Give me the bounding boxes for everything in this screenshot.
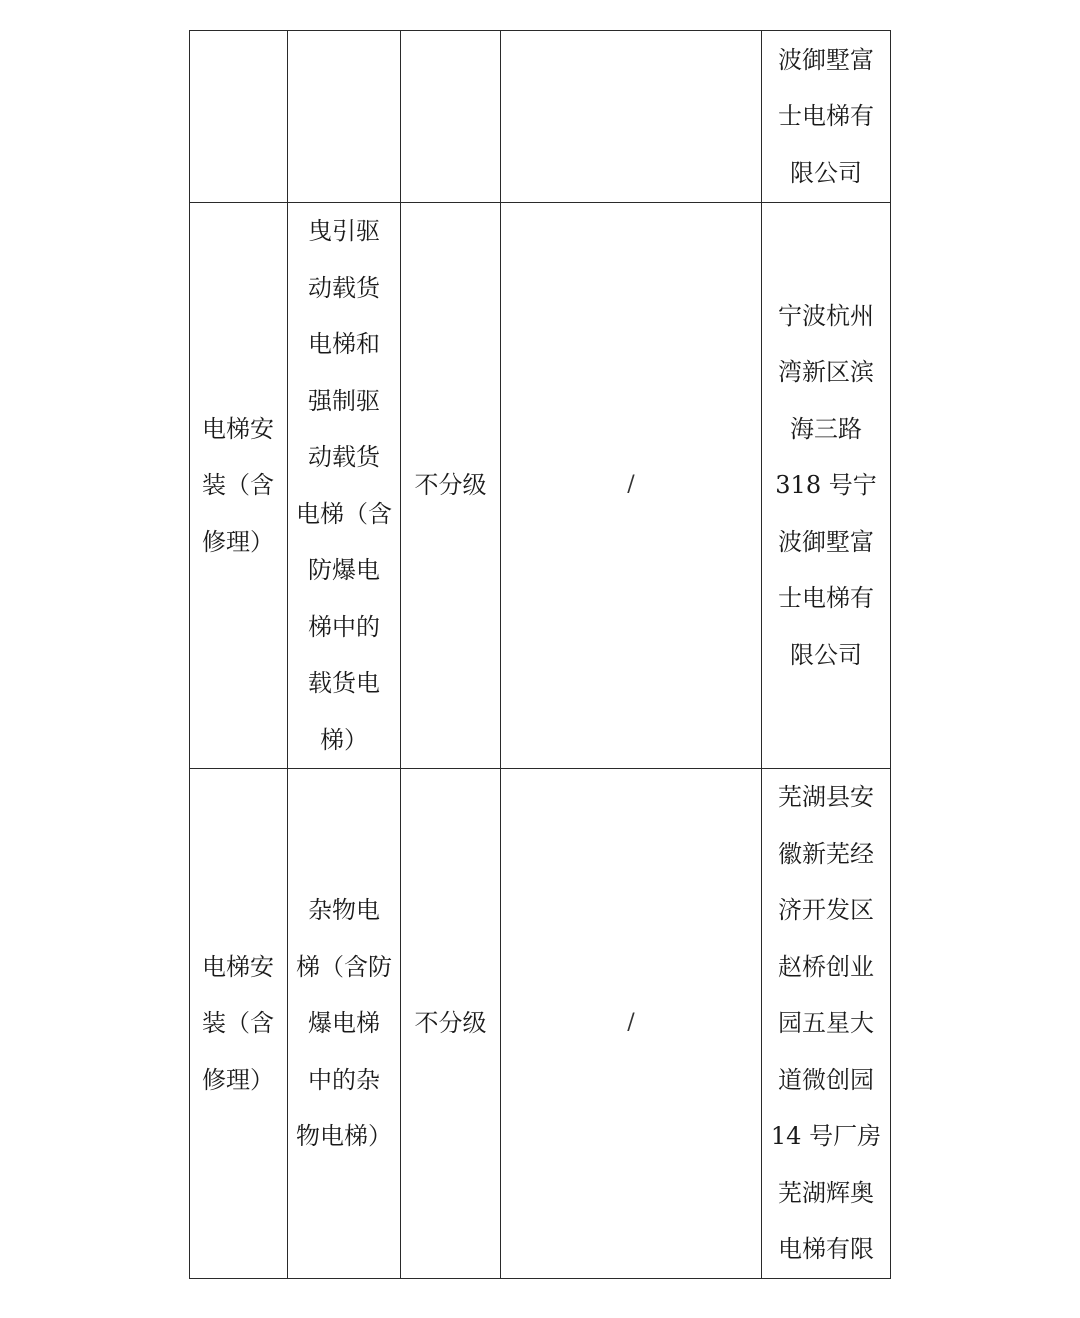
type-line: 电梯安 — [202, 952, 274, 981]
item-cell — [288, 769, 401, 1279]
table-row — [190, 769, 891, 1279]
address-line: 限公司 — [790, 640, 862, 669]
address-line: 士电梯有 — [778, 102, 874, 131]
level-cell: 不分级 — [401, 203, 501, 769]
address-cell — [762, 31, 891, 203]
item-line: 动载货 — [308, 443, 380, 471]
address-line: 波御墅富 — [778, 527, 874, 556]
address-line: 赵桥创业 — [778, 952, 874, 981]
type-line: 电梯安 — [202, 414, 274, 443]
address-line: 芜湖辉奥 — [778, 1178, 874, 1207]
level-cell: 不分级 — [401, 769, 501, 1279]
item-line: 梯（含防 — [296, 952, 392, 981]
item-line: 电梯（含 — [296, 499, 392, 528]
address-line: 限公司 — [790, 158, 862, 187]
address-line: 14 号厂房 — [770, 1122, 882, 1151]
type-line: 装（含 — [202, 471, 274, 500]
item-line: 电梯和 — [308, 330, 380, 358]
address-line: 海三路 — [790, 414, 862, 443]
item-line: 梯中的 — [308, 612, 380, 641]
address-line: 济开发区 — [778, 896, 874, 925]
item-line: 杂物电 — [308, 896, 380, 925]
param-cell — [501, 31, 762, 203]
item-line: 防爆电 — [308, 556, 380, 584]
license-scope-table — [189, 30, 891, 1279]
address-line: 道微创园 — [778, 1065, 874, 1094]
address-line: 波御墅富 — [778, 45, 874, 74]
address-line: 电梯有限 — [778, 1235, 874, 1264]
param-cell: / — [501, 203, 762, 769]
address-line: 园五星大 — [778, 1009, 874, 1038]
address-cell — [762, 203, 891, 769]
address-line: 徽新芜经 — [778, 839, 874, 868]
item-line: 强制驱 — [308, 386, 380, 415]
type-cell — [190, 203, 288, 769]
table-row — [190, 31, 891, 203]
address-line: 318 号宁 — [775, 471, 877, 500]
item-line: 梯） — [320, 725, 368, 754]
type-line: 修理） — [202, 527, 274, 556]
item-cell — [288, 31, 401, 203]
type-cell — [190, 31, 288, 203]
address-line: 湾新区滨 — [778, 358, 874, 387]
address-line: 士电梯有 — [778, 584, 874, 613]
item-line: 曳引驱 — [308, 217, 380, 245]
item-line: 动载货 — [308, 273, 380, 302]
item-line: 载货电 — [308, 669, 380, 697]
param-cell: / — [501, 769, 762, 1279]
type-cell — [190, 769, 288, 1279]
item-line: 中的杂 — [308, 1065, 380, 1094]
item-line: 物电梯） — [296, 1122, 392, 1151]
level-cell — [401, 31, 501, 203]
item-line: 爆电梯 — [308, 1009, 380, 1038]
address-line: 芜湖县安 — [778, 783, 874, 812]
item-cell — [288, 203, 401, 769]
type-line: 装（含 — [202, 1009, 274, 1038]
type-line: 修理） — [202, 1065, 274, 1094]
address-line: 宁波杭州 — [778, 301, 874, 330]
address-cell — [762, 769, 891, 1279]
table-row — [190, 203, 891, 769]
